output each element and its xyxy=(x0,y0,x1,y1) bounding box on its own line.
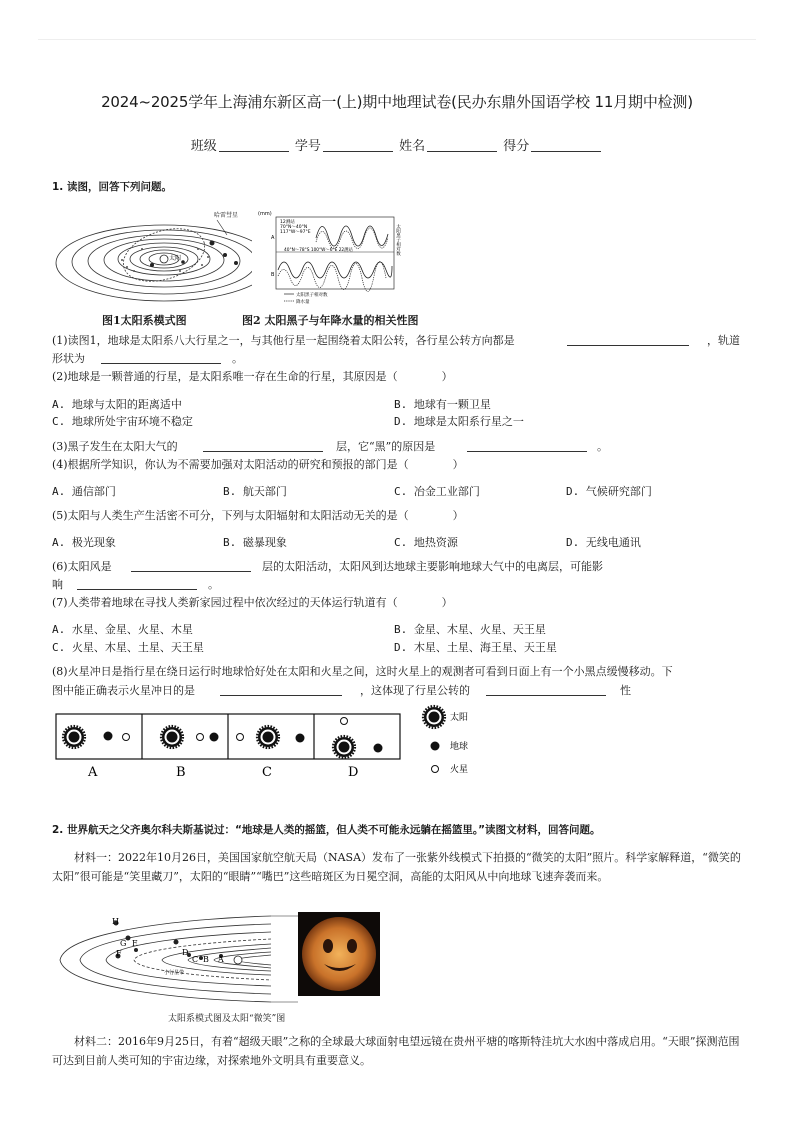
q1-5-option-a[interactable]: A. 极光现象 xyxy=(52,536,116,549)
number-label: 学号 xyxy=(294,139,321,154)
q1-2-option-a[interactable]: A. 地球与太阳的距离适中 xyxy=(52,398,182,411)
q2-letter-a: A xyxy=(218,955,224,964)
q1-1-part-a: (1)读图1，地球是太阳系八大行星之一，与其他行星一起围绕着太阳公转，各行星公转方向都是 xyxy=(52,334,515,347)
fig2-station-a-1: 12测站 xyxy=(280,220,295,225)
q1-5-text: (5)太阳与人类生产生活密不可分，下列与太阳辐射和太阳活动无关的是（ ） xyxy=(52,509,464,522)
q1-4-option-c[interactable]: C. 冶金工业部门 xyxy=(394,485,480,498)
q1-8-part-d: 性 xyxy=(620,684,631,697)
panel-label-b: B xyxy=(176,765,186,780)
q2-letter-f: F xyxy=(116,949,122,958)
class-blank[interactable] xyxy=(219,151,289,152)
panel-c-mars xyxy=(237,734,244,741)
q2-figure-caption: 太阳系模式图及太阳“微笑”图 xyxy=(168,1014,286,1024)
q1-1-blank-direction[interactable] xyxy=(567,333,689,346)
q1-6-blank-effect[interactable] xyxy=(77,577,197,590)
panel-c-sun xyxy=(257,726,279,748)
q1-2-option-d[interactable]: D. 地球是太阳系行星之一 xyxy=(394,415,524,428)
fig2-series-a-solid xyxy=(316,226,388,246)
fig2-caption: 图2 太阳黑子与年降水量的相关性图 xyxy=(242,314,419,327)
q1-6-part-c: 响 xyxy=(52,578,63,591)
class-label: 班级 xyxy=(190,139,217,154)
q1-7-option-d[interactable]: D. 木星、土星、海王星、天王星 xyxy=(394,641,557,654)
q1-4-option-a[interactable]: A. 通信部门 xyxy=(52,485,116,498)
q2-asteroid-belt-label: 小行星带 xyxy=(164,970,185,976)
q2-heading: 2. 世界航天之父齐奥尔科夫斯基说过：“地球是人类的摇篮，但人类不可能永远躺在摇篮里。”读图文材料，回答问题。 xyxy=(52,824,601,836)
q1-2-option-b[interactable]: B. 地球有一颗卫星 xyxy=(394,398,491,411)
panel-a-mars xyxy=(123,734,130,741)
page-title: 2024~2025学年上海浦东新区高一(上)期中地理试卷(民办东鼎外国语学校 11月期中检测) xyxy=(101,93,693,111)
legend-earth-icon xyxy=(431,742,440,751)
q1-7-text: (7)人类带着地球在寻找人类新家园过程中依次经过的天体运行轨道有（ ） xyxy=(52,596,453,609)
fig2-unit: (mm) xyxy=(258,211,272,217)
student-info-line xyxy=(0,135,794,154)
fig2-legend-2: 降水量 xyxy=(296,300,310,305)
q2-letter-h: H xyxy=(112,917,119,926)
q2-letter-b: B xyxy=(203,955,209,964)
score-label: 得分 xyxy=(503,139,530,154)
figure-1-solar-system xyxy=(52,205,252,305)
smiling-sun-photo xyxy=(298,912,380,996)
fig2-series-b-solid xyxy=(278,262,392,278)
q1-heading: 1. 读图，回答下列问题。 xyxy=(52,181,172,193)
fig2-legend-1: 太阳黑子相对数 xyxy=(296,293,328,298)
fig2-station-a-2: 70°N～40°N xyxy=(280,225,308,230)
legend-sun-icon xyxy=(423,706,445,728)
mars-opposition-diagram xyxy=(52,704,492,784)
fig1-comet-label: 哈雷彗星 xyxy=(214,212,239,219)
q1-3-part-a: (3)黑子发生在太阳大气的 xyxy=(52,440,178,453)
panel-label-c: C xyxy=(262,765,272,780)
q1-1-text xyxy=(52,333,515,348)
q1-7-option-c[interactable]: C. 火星、木星、土星、天王星 xyxy=(52,641,204,654)
panel-b-earth xyxy=(210,733,219,742)
figure-2-sunspot-chart xyxy=(256,208,416,306)
q1-5-option-d[interactable]: D. 无线电通讯 xyxy=(566,536,641,549)
q1-3-part-c: 。 xyxy=(597,440,608,453)
panel-d-mars xyxy=(341,718,348,725)
panel-a-sun xyxy=(63,726,85,748)
q1-2-text: (2)地球是一颗普通的行星，是太阳系唯一存在生命的行星，其原因是（ ） xyxy=(52,370,453,383)
q2-letter-c: C xyxy=(192,955,199,964)
q1-3-blank-reason[interactable] xyxy=(467,439,587,452)
score-blank[interactable] xyxy=(531,151,601,152)
fig1-caption: 图1太阳系模式图 xyxy=(102,314,187,327)
q1-4-text: (4)根据所学知识，你认为不需要加强对太阳活动的研究和预报的部门是（ ） xyxy=(52,458,464,471)
name-blank[interactable] xyxy=(427,151,497,152)
panel-label-a: A xyxy=(88,765,98,780)
panel-d-earth xyxy=(374,744,383,753)
q1-7-option-b[interactable]: B. 金星、木星、火星、天王星 xyxy=(394,623,546,636)
fig2-label-a: A xyxy=(271,235,275,241)
q1-3-part-b: 层，它“黑”的原因是 xyxy=(336,440,436,453)
q1-5-option-b[interactable]: B. 磁暴现象 xyxy=(223,536,287,549)
q1-6-part-a: (6)太阳风是 xyxy=(52,560,112,573)
fig2-station-a-3: 117°W～97°E xyxy=(280,230,311,235)
panel-b-sun xyxy=(161,726,183,748)
q1-8-part-b: 图中能正确表示火星冲日的是 xyxy=(52,684,195,697)
q1-4-option-b[interactable]: B. 航天部门 xyxy=(223,485,287,498)
q1-8-blank-property[interactable] xyxy=(486,683,606,696)
q2-material-2: 材料二：2016年9月25日，有着“超级天眼”之称的全球最大球面射电望远镜在贵州平塘的喀斯特洼坑大水凼中落成启用。“天眼”探测范围可达到目前人类可知的宇宙边缘，对探索地外文明具有重要意义。 xyxy=(52,1035,740,1067)
q1-8-blank-diagram[interactable] xyxy=(220,683,342,696)
fig2-series-b-dotted xyxy=(278,261,386,291)
fig1-sun-label: 太阳 xyxy=(169,255,182,262)
legend-mars-icon xyxy=(432,766,439,773)
q1-1-part-b: ，轨道 xyxy=(707,334,740,347)
q1-1-part-c: 形状为 xyxy=(52,352,85,365)
q2-letter-e: E xyxy=(132,939,138,948)
sun-left-eye xyxy=(323,939,333,953)
q1-3-blank-layer[interactable] xyxy=(203,439,323,452)
q1-7-option-a[interactable]: A. 水星、金星、火星、木星 xyxy=(52,623,193,636)
q1-5-option-c[interactable]: C. 地热资源 xyxy=(394,536,458,549)
q2-letter-g: G xyxy=(120,939,127,948)
q2-sun-symbol xyxy=(234,956,242,964)
top-rule xyxy=(38,39,756,40)
q1-8-part-a: (8)火星冲日是指行星在绕日运行时地球恰好处在太阳和火星之间，这时火星上的观测者可看到日面上有一个小黑点缓慢移动。下 xyxy=(52,665,673,678)
legend-earth-label: 地球 xyxy=(450,742,469,752)
legend-mars-label: 火星 xyxy=(450,765,469,775)
fig2-label-b: B xyxy=(271,272,275,278)
fig2-station-b: 40°N～78°S 100°W～6°E 22测站 xyxy=(284,248,353,253)
number-blank[interactable] xyxy=(323,151,393,152)
q2-material-1: 材料一：2022年10月26日，美国国家航空航天局（NASA）发布了一张紫外线模式下拍摄的“微笑的太阳”照片。科学家解释道，“微笑的太阳”很可能是“笑里藏刀”，太阳的“眼睛”“嘴巴”这些暗斑区为日冕空洞，高能的太阳风从中向地球飞速奔袭而来。 xyxy=(52,851,741,883)
q1-2-option-c[interactable]: C. 地球所处宇宙环境不稳定 xyxy=(52,415,193,428)
q1-6-blank-layer[interactable] xyxy=(131,559,251,572)
panel-c-earth xyxy=(296,734,305,743)
q1-6-part-d: 。 xyxy=(208,578,219,591)
name-label: 姓名 xyxy=(399,139,426,154)
q1-6-part-b: 层的太阳活动，太阳风到达地球主要影响地球大气中的电离层，可能影 xyxy=(262,560,603,573)
panel-b-mars xyxy=(197,734,204,741)
sun-right-eye xyxy=(347,939,357,953)
panel-d-sun xyxy=(333,736,355,758)
fig2-right-axis-label: 太阳黑子相对数 xyxy=(395,224,401,256)
q1-8-part-c: ，这体现了行星公转的 xyxy=(360,684,470,697)
q1-4-option-d[interactable]: D. 气候研究部门 xyxy=(566,485,652,498)
q2-letter-d: D xyxy=(182,948,189,957)
legend-sun-label: 太阳 xyxy=(450,713,469,723)
panel-a-earth xyxy=(104,732,113,741)
q1-1-blank-shape[interactable] xyxy=(101,351,221,364)
q1-1-part-d: 。 xyxy=(232,352,243,365)
panel-label-d: D xyxy=(348,765,359,780)
